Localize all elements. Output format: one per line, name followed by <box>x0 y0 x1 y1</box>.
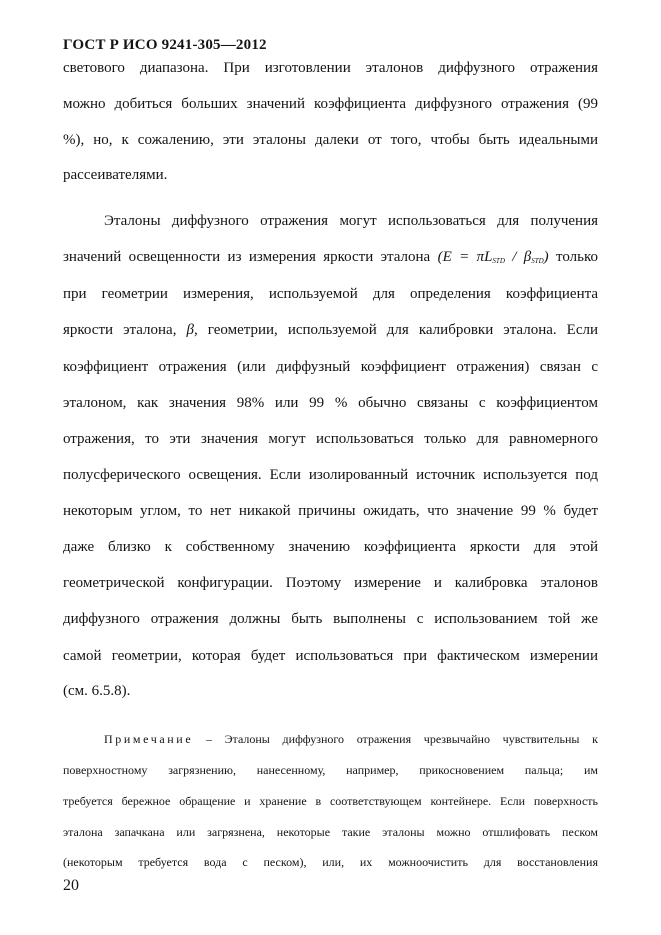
paragraph-line: рассеивателями. <box>63 167 168 183</box>
formula-line-text: значений освещенности из измерения яркости эталона <box>63 249 431 265</box>
formula-line-tail: только <box>548 249 599 265</box>
note-line: эталона запачкана или загрязнена, некоторые такие эталоны можно отшлифовать песком <box>63 825 598 839</box>
note-line: требуется бережное обращение и хранение в соответствующем контейнере. Если поверхность <box>63 794 598 808</box>
note-line: (некоторым требуется вода с песком), или, их можноочистить для восстановления <box>63 855 598 869</box>
paragraph-line: при геометрии измерения, используемой для определения коэффициента <box>63 286 598 302</box>
paragraph-line: (см. 6.5.8). <box>63 683 131 699</box>
paragraph-line: некоторым углом, то нет никакой причины ожидать, что значение 99 % будет <box>63 503 598 519</box>
paragraph-line: можно добиться больших значений коэффициента диффузного отражения (99 <box>63 96 598 112</box>
note-label: Примечание <box>104 732 194 746</box>
paragraph-line: отражения, то эти значения могут использоваться только для равномерного <box>63 431 598 447</box>
luminance-formula: $(E = \pi L_{STD} / \beta_{STD})$ <box>437 249 549 265</box>
beta-symbol: β <box>186 322 194 338</box>
paragraph-line: светового диапазона. При изготовлении эталонов диффузного отражения <box>63 60 598 76</box>
paragraph-line: геометрической конфигурации. Поэтому измерение и калибровка эталонов <box>63 575 598 591</box>
formula-line <box>63 247 598 267</box>
document-header: ГОСТ Р ИСО 9241-305—2012 <box>63 37 267 53</box>
paragraph-line: Эталоны диффузного отражения могут использоваться для получения <box>104 213 598 229</box>
paragraph-line: даже близко к собственному значению коэффициента яркости для этой <box>63 539 598 555</box>
note-first-line: Примечание – Эталоны диффузного отражения чрезвычайно чувствительны к <box>104 732 598 746</box>
paragraph-line: коэффициент отражения (или диффузный коэффициент отражения) связан с <box>63 359 598 375</box>
paragraph-line: самой геометрии, которая будет использоваться при фактическом измерении <box>63 648 598 664</box>
note-line: поверхностному загрязнению, нанесенному, например, прикосновением пальца; им <box>63 763 598 777</box>
paragraph-line: %), но, к сожалению, эти эталоны далеки от того, чтобы быть идеальными <box>63 132 598 148</box>
paragraph-line: эталоном, как значения 98% или 99 % обычно связаны с коэффициентом <box>63 395 598 411</box>
page-number: 20 <box>63 877 79 894</box>
paragraph-line: диффузного отражения должны быть выполнены с использованием той же <box>63 611 598 627</box>
beta-line: яркости эталона, β, геометрии, используемой для калибровки эталона. Если <box>63 322 598 338</box>
paragraph-line: полусферического освещения. Если изолированный источник используется под <box>63 467 598 483</box>
